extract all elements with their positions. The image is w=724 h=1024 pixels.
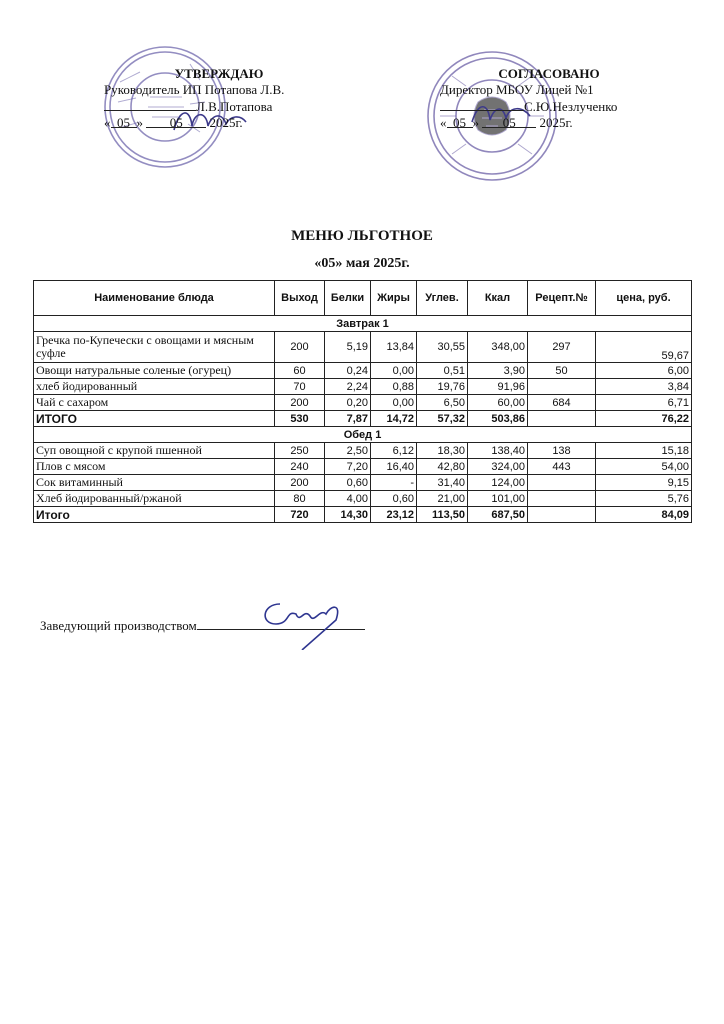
date-day-right: 05 bbox=[447, 115, 473, 128]
cell-carbs: 0,51 bbox=[417, 363, 468, 379]
cell-protein: 2,50 bbox=[325, 443, 371, 459]
table-row bbox=[34, 363, 692, 379]
date-day-left: 05 bbox=[111, 115, 137, 128]
table-row bbox=[34, 459, 692, 475]
cell-name: Хлеб йодированный/ржаной bbox=[34, 491, 275, 507]
header-recipe: Рецепт.№ bbox=[528, 281, 596, 316]
signature-blank-right bbox=[440, 98, 524, 111]
approval-signer-left: Л.В.Потапова bbox=[196, 99, 273, 114]
approval-signer-right: С.Ю.Незлученко bbox=[524, 99, 618, 114]
cell-price: 3,84 bbox=[596, 379, 692, 395]
approval-date-left bbox=[104, 115, 334, 131]
approval-block-left bbox=[104, 66, 334, 131]
menu-body bbox=[34, 316, 692, 523]
total-row-lunch bbox=[34, 507, 692, 523]
cell-name: Сок витаминный bbox=[34, 475, 275, 491]
cell-price: 5,76 bbox=[596, 491, 692, 507]
section-lunch bbox=[34, 427, 692, 443]
cell-kcal: 138,40 bbox=[468, 443, 528, 459]
date-month-left: 05 bbox=[146, 115, 206, 128]
cell-name: хлеб йодированный bbox=[34, 379, 275, 395]
date-year-right: 2025г. bbox=[539, 115, 573, 130]
cell-carbs: 19,76 bbox=[417, 379, 468, 395]
cell-output: 250 bbox=[275, 443, 325, 459]
cell-kcal: 124,00 bbox=[468, 475, 528, 491]
header-name: Наименование блюда bbox=[34, 281, 275, 316]
cell-fat: 0,88 bbox=[371, 379, 417, 395]
cell-recipe bbox=[528, 507, 596, 523]
header-protein: Белки bbox=[325, 281, 371, 316]
table-row bbox=[34, 332, 692, 363]
section-breakfast bbox=[34, 316, 692, 332]
date-year-left: 2025г. bbox=[209, 115, 243, 130]
cell-name: Суп овощной с крупой пшенной bbox=[34, 443, 275, 459]
cell-output: 200 bbox=[275, 332, 325, 363]
cell-price: 15,18 bbox=[596, 443, 692, 459]
cell-price: 59,67 bbox=[596, 332, 692, 363]
cell-fat: - bbox=[371, 475, 417, 491]
cell-recipe: 297 bbox=[528, 332, 596, 363]
signature-footer bbox=[250, 594, 350, 650]
cell-carbs: 42,80 bbox=[417, 459, 468, 475]
page-date: «05» мая 2025г. bbox=[314, 256, 410, 271]
cell-name: Гречка по-Купечески с овощами и мясным суфле bbox=[34, 332, 275, 363]
cell-protein: 0,20 bbox=[325, 395, 371, 411]
cell-protein: 7,87 bbox=[325, 411, 371, 427]
cell-kcal: 503,86 bbox=[468, 411, 528, 427]
approval-signer-line-left bbox=[104, 98, 334, 115]
table-row bbox=[34, 475, 692, 491]
cell-output: 240 bbox=[275, 459, 325, 475]
menu-table bbox=[33, 280, 692, 523]
cell-recipe bbox=[528, 411, 596, 427]
cell-carbs: 6,50 bbox=[417, 395, 468, 411]
cell-recipe bbox=[528, 475, 596, 491]
cell-fat: 0,00 bbox=[371, 395, 417, 411]
cell-name: Плов с мясом bbox=[34, 459, 275, 475]
cell-protein: 5,19 bbox=[325, 332, 371, 363]
cell-price: 84,09 bbox=[596, 507, 692, 523]
cell-name: Итого bbox=[34, 507, 275, 523]
header-kcal: Ккал bbox=[468, 281, 528, 316]
cell-output: 70 bbox=[275, 379, 325, 395]
cell-fat: 14,72 bbox=[371, 411, 417, 427]
cell-kcal: 3,90 bbox=[468, 363, 528, 379]
cell-carbs: 31,40 bbox=[417, 475, 468, 491]
approval-heading-left: УТВЕРЖДАЮ bbox=[174, 66, 264, 81]
cell-kcal: 324,00 bbox=[468, 459, 528, 475]
section-lunch-label: Обед 1 bbox=[34, 427, 692, 443]
cell-price: 6,00 bbox=[596, 363, 692, 379]
cell-output: 200 bbox=[275, 475, 325, 491]
table-row bbox=[34, 379, 692, 395]
cell-carbs: 113,50 bbox=[417, 507, 468, 523]
total-row-breakfast bbox=[34, 411, 692, 427]
date-quote-open-left: « bbox=[104, 115, 111, 130]
header-price: цена, руб. bbox=[596, 281, 692, 316]
cell-recipe: 684 bbox=[528, 395, 596, 411]
section-breakfast-label: Завтрак 1 bbox=[34, 316, 692, 332]
cell-name: Чай с сахаром bbox=[34, 395, 275, 411]
cell-name: Овощи натуральные соленые (огурец) bbox=[34, 363, 275, 379]
cell-recipe: 138 bbox=[528, 443, 596, 459]
cell-fat: 13,84 bbox=[371, 332, 417, 363]
cell-protein: 0,60 bbox=[325, 475, 371, 491]
cell-fat: 23,12 bbox=[371, 507, 417, 523]
cell-kcal: 101,00 bbox=[468, 491, 528, 507]
approval-position-right: Директор МБОУ Лицей №1 bbox=[440, 82, 594, 97]
cell-kcal: 60,00 bbox=[468, 395, 528, 411]
cell-output: 80 bbox=[275, 491, 325, 507]
cell-output: 200 bbox=[275, 395, 325, 411]
approval-signer-line-right bbox=[440, 98, 658, 115]
cell-fat: 6,12 bbox=[371, 443, 417, 459]
cell-carbs: 30,55 bbox=[417, 332, 468, 363]
cell-kcal: 91,96 bbox=[468, 379, 528, 395]
cell-output: 720 bbox=[275, 507, 325, 523]
cell-price: 54,00 bbox=[596, 459, 692, 475]
table-header-row bbox=[34, 281, 692, 316]
cell-carbs: 21,00 bbox=[417, 491, 468, 507]
header-carbs: Углев. bbox=[417, 281, 468, 316]
cell-carbs: 18,30 bbox=[417, 443, 468, 459]
cell-protein: 4,00 bbox=[325, 491, 371, 507]
date-quote-open-right: « bbox=[440, 115, 447, 130]
approval-position-left: Руководитель ИП Потапова Л.В. bbox=[104, 82, 285, 97]
cell-protein: 14,30 bbox=[325, 507, 371, 523]
page-title: МЕНЮ ЛЬГОТНОЕ bbox=[291, 228, 433, 244]
signature-blank-left bbox=[104, 98, 196, 111]
cell-protein: 7,20 bbox=[325, 459, 371, 475]
approval-date-right bbox=[440, 115, 658, 131]
cell-recipe: 443 bbox=[528, 459, 596, 475]
cell-protein: 0,24 bbox=[325, 363, 371, 379]
cell-recipe bbox=[528, 379, 596, 395]
cell-kcal: 687,50 bbox=[468, 507, 528, 523]
approval-block-right bbox=[440, 66, 658, 131]
cell-recipe: 50 bbox=[528, 363, 596, 379]
date-month-right: 05 bbox=[482, 115, 536, 128]
cell-price: 6,71 bbox=[596, 395, 692, 411]
table-row bbox=[34, 491, 692, 507]
header-fat: Жиры bbox=[371, 281, 417, 316]
cell-fat: 0,60 bbox=[371, 491, 417, 507]
table-row bbox=[34, 443, 692, 459]
cell-name: ИТОГО bbox=[34, 411, 275, 427]
cell-fat: 16,40 bbox=[371, 459, 417, 475]
table-row bbox=[34, 395, 692, 411]
date-quote-close-right: » bbox=[472, 115, 479, 130]
approval-heading-right: СОГЛАСОВАНО bbox=[498, 66, 600, 81]
cell-output: 60 bbox=[275, 363, 325, 379]
cell-output: 530 bbox=[275, 411, 325, 427]
cell-price: 9,15 bbox=[596, 475, 692, 491]
footer-label: Заведующий производством bbox=[40, 618, 197, 633]
cell-kcal: 348,00 bbox=[468, 332, 528, 363]
cell-protein: 2,24 bbox=[325, 379, 371, 395]
cell-recipe bbox=[528, 491, 596, 507]
header-output: Выход bbox=[275, 281, 325, 316]
date-quote-close-left: » bbox=[136, 115, 143, 130]
cell-fat: 0,00 bbox=[371, 363, 417, 379]
cell-carbs: 57,32 bbox=[417, 411, 468, 427]
cell-price: 76,22 bbox=[596, 411, 692, 427]
